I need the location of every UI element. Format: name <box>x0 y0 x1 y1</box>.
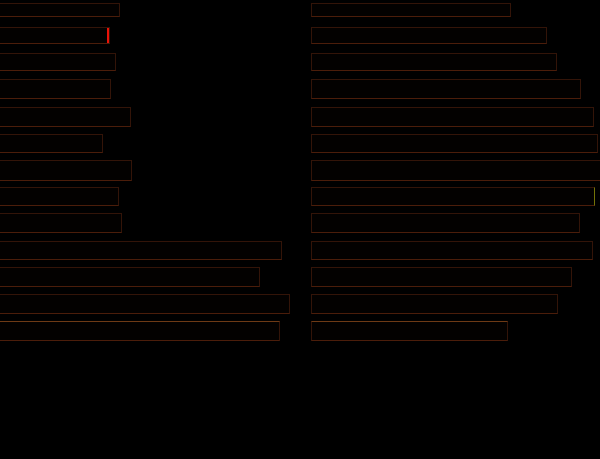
bar-right-row4 <box>311 79 581 99</box>
bar-right-row6 <box>311 134 598 153</box>
bar-left-row3 <box>0 53 116 71</box>
bar-left-row13 <box>0 321 280 341</box>
bar-right-row2 <box>311 27 547 44</box>
bar-left-row11 <box>0 267 260 287</box>
bar-right-row1 <box>311 3 511 17</box>
bar-left-row12 <box>0 294 290 314</box>
bar-left-row9 <box>0 213 122 233</box>
bar-left-row2 <box>0 27 110 44</box>
bar-right-row8 <box>311 187 595 206</box>
bar-right-row12 <box>311 294 558 314</box>
bar-left-row8 <box>0 187 119 206</box>
bar-right-row5 <box>311 107 594 127</box>
bar-right-row11 <box>311 267 572 287</box>
bar-left-row1 <box>0 3 120 17</box>
bar-left-row6 <box>0 134 103 153</box>
bar-left-row4 <box>0 79 111 99</box>
bar-right-row13 <box>311 321 508 341</box>
bar-left-row7 <box>0 160 132 181</box>
bar-left-row5 <box>0 107 131 127</box>
bar-right-row7 <box>311 160 600 181</box>
bar-right-row10 <box>311 241 593 260</box>
bar-right-row9 <box>311 213 580 233</box>
bar-left-row10 <box>0 241 282 260</box>
red-caret-marker <box>107 28 109 43</box>
bar-right-row3 <box>311 53 557 71</box>
